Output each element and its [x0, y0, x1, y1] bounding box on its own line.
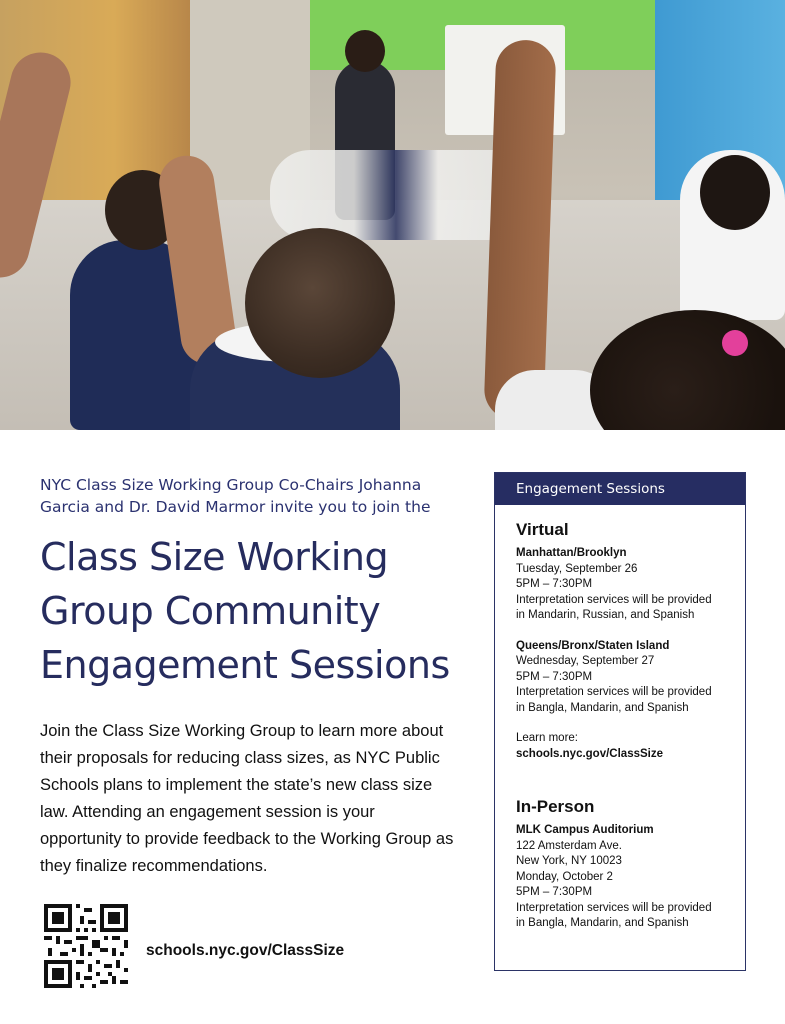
page-title — [40, 530, 480, 692]
in-person-section — [516, 797, 733, 932]
session-location: Manhattan/Brooklyn — [516, 547, 627, 559]
session-time: 5PM – 7:30PM — [516, 670, 593, 683]
qr-link-text[interactable]: schools.nyc.gov/ClassSize — [146, 942, 345, 959]
session-interpretation: Interpretation services will be provided — [516, 593, 712, 606]
qr-code-icon[interactable] — [44, 904, 128, 988]
venue-address-line: New York, NY 10023 — [516, 855, 622, 867]
session-time: 5PM – 7:30PM — [516, 578, 593, 590]
session-block — [516, 639, 733, 717]
hero-photo — [0, 0, 785, 430]
session-block — [516, 546, 733, 624]
in-person-heading: In-Person — [516, 797, 595, 816]
session-date: Wednesday, September 27 — [516, 655, 655, 667]
description-text: Join the Class Size Working Group to learn more about their proposals for reducing class sizes, as NYC Public Schools plans to implement the state’s new class size law. Attending an engagement session is your opportunity to provide feedback to the Working Group as they finalize recommendations. — [40, 722, 454, 875]
title-line: Engagement Sessions — [40, 643, 450, 687]
venue-address-line: 122 Amsterdam Ave. — [516, 839, 622, 852]
learn-more-link[interactable]: schools.nyc.gov/ClassSize — [516, 747, 664, 760]
session-time: 5PM – 7:30PM — [516, 886, 593, 898]
title-line: Class Size Working — [40, 535, 389, 579]
session-languages: in Mandarin, Russian, and Spanish — [516, 609, 695, 621]
session-date: Monday, October 2 — [516, 870, 613, 883]
session-date: Tuesday, September 26 — [516, 562, 638, 575]
learn-more — [516, 731, 733, 762]
learn-more-label: Learn more: — [516, 732, 579, 744]
session-languages: in Bangla, Mandarin, and Spanish — [516, 701, 689, 714]
session-languages: in Bangla, Mandarin, and Spanish — [516, 917, 689, 929]
venue-name: MLK Campus Auditorium — [516, 824, 654, 836]
sessions-header: Engagement Sessions — [495, 473, 745, 505]
session-location: Queens/Bronx/Staten Island — [516, 639, 670, 652]
invite-text: NYC Class Size Working Group Co-Chairs Johanna Garcia and Dr. David Marmor invite you to join the — [40, 476, 431, 516]
session-interpretation: Interpretation services will be provided — [516, 901, 712, 914]
virtual-heading: Virtual — [516, 520, 569, 539]
sessions-panel — [494, 472, 746, 971]
session-interpretation: Interpretation services will be provided — [516, 686, 712, 698]
title-line: Group Community — [40, 589, 381, 633]
